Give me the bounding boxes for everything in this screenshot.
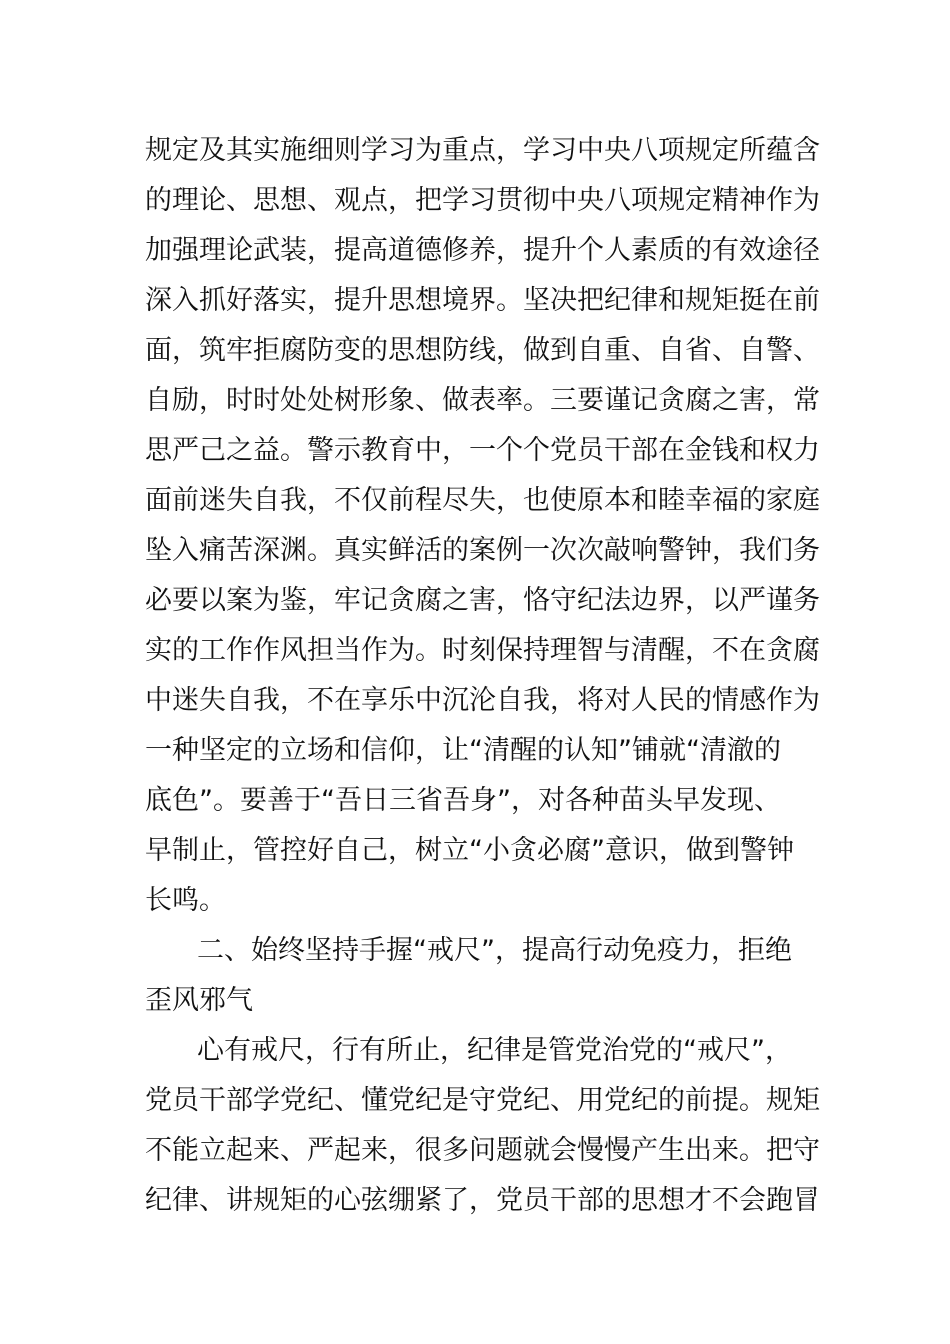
text-line: 自励，时时处处树形象、做表率。三要谨记贪腐之害，常	[145, 385, 820, 416]
text-line: 底色”。要善于“吾日三省吾身”，对各种苗头早发现、	[145, 785, 781, 816]
text-line: 加强理论武装，提高道德修养，提升个人素质的有效途径	[145, 235, 820, 266]
text-line: 思严己之益。警示教育中，一个个党员干部在金钱和权力	[145, 435, 820, 466]
paragraph-2	[145, 1026, 820, 1226]
paragraph-1	[145, 126, 820, 926]
text-line: 一种坚定的立场和信仰，让“清醒的认知”铺就“清澈的	[145, 735, 781, 766]
heading-line: 歪风邪气	[145, 985, 253, 1016]
text-line: 不能立起来、严起来，很多问题就会慢慢产生出来。把守	[145, 1135, 820, 1166]
section-heading	[145, 926, 810, 1026]
heading-line: 二、始终坚持手握“戒尺”，提高行动免疫力，拒绝	[197, 935, 792, 966]
text-line: 长鸣。	[145, 885, 226, 916]
text-line: 深入抓好落实，提升思想境界。坚决把纪律和规矩挺在前	[145, 285, 820, 316]
text-line: 中迷失自我，不在享乐中沉沦自我，将对人民的情感作为	[145, 685, 820, 716]
text-line: 党员干部学党纪、懂党纪是守党纪、用党纪的前提。规矩	[145, 1085, 820, 1116]
text-line: 的理论、思想、观点，把学习贯彻中央八项规定精神作为	[145, 185, 820, 216]
text-line: 坠入痛苦深渊。真实鲜活的案例一次次敲响警钟，我们务	[145, 535, 820, 566]
text-line: 心有戒尺，行有所止，纪律是管党治党的“戒尺”，	[197, 1035, 792, 1066]
text-line: 早制止，管控好自己，树立“小贪必腐”意识，做到警钟	[145, 835, 794, 866]
text-line: 必要以案为鉴，牢记贪腐之害，恪守纪法边界，以严谨务	[145, 585, 820, 616]
text-line: 纪律、讲规矩的心弦绷紧了，党员干部的思想才不会跑冒	[145, 1185, 820, 1216]
document-body	[145, 126, 820, 1226]
text-line: 面，筑牢拒腐防变的思想防线，做到自重、自省、自警、	[145, 335, 820, 366]
text-line: 面前迷失自我，不仅前程尽失，也使原本和睦幸福的家庭	[145, 485, 820, 516]
text-line: 实的工作作风担当作为。时刻保持理智与清醒，不在贪腐	[145, 635, 820, 666]
text-line: 规定及其实施细则学习为重点，学习中央八项规定所蕴含	[145, 135, 820, 166]
